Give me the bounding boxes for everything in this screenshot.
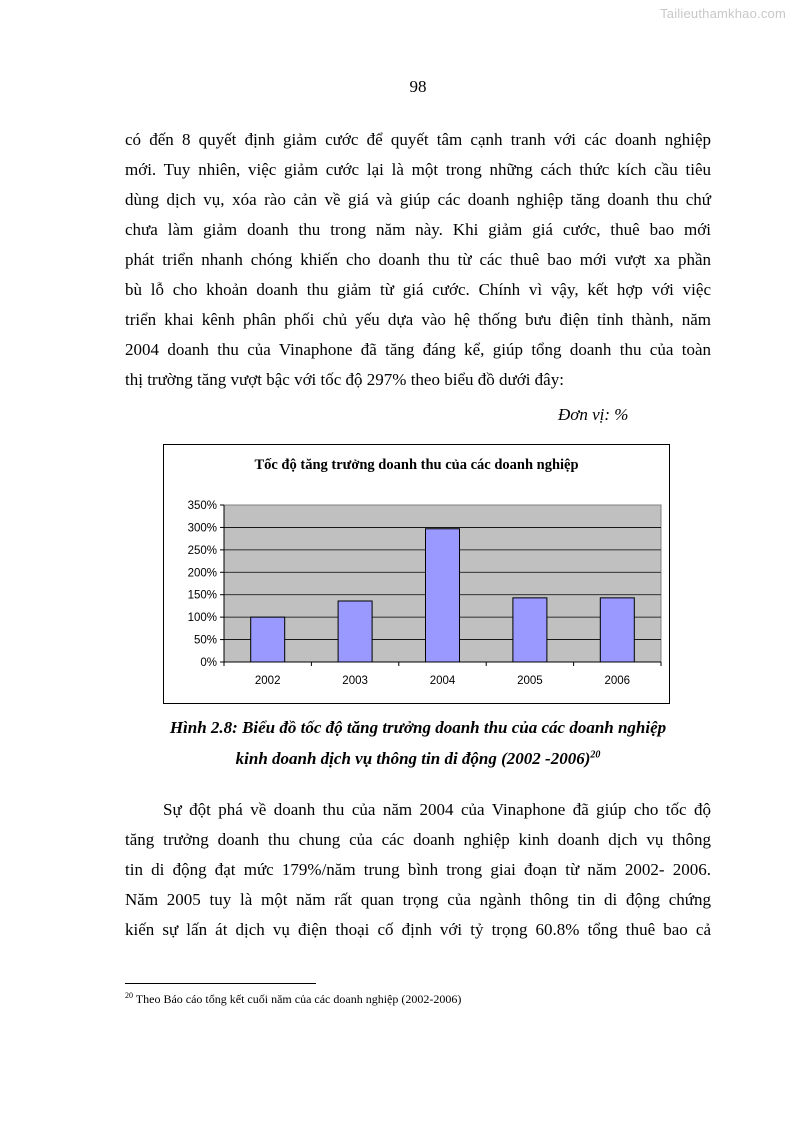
- bar-2003: [338, 601, 372, 662]
- paragraph-line: tin di động đạt mức 179%/năm trung bình trong giai đoạn từ năm 2002- 2006.: [125, 860, 711, 879]
- unit-label: Đơn vị: %: [558, 405, 629, 424]
- y-tick-label: 300%: [187, 522, 217, 535]
- bar-2005: [513, 598, 547, 662]
- bar-2004: [426, 529, 460, 662]
- chart-svg: [164, 445, 669, 703]
- bar-2006: [600, 598, 634, 662]
- footnote-divider: [125, 983, 316, 984]
- footnote-reference: 20: [590, 749, 601, 761]
- paragraph-line: triển khai kênh phân phối chủ yếu dựa vào hệ thống bưu điện tỉnh thành, năm: [125, 310, 711, 329]
- y-tick-label: 0%: [200, 657, 217, 669]
- y-tick-label: 150%: [187, 589, 217, 602]
- footnote: [125, 991, 461, 1007]
- figure-caption-line-2: [0, 749, 794, 769]
- bar-2002: [251, 617, 285, 662]
- y-tick-label: 350%: [187, 500, 217, 512]
- paragraph-line: 2004 doanh thu của Vinaphone đã tăng đáng kể, giúp tổng doanh thu của toàn: [125, 340, 711, 359]
- x-tick-label: 2004: [429, 675, 456, 687]
- paragraph-line: Sự đột phá về doanh thu của năm 2004 của Vinaphone đã giúp cho tốc độ: [163, 800, 711, 819]
- chart: [163, 444, 670, 704]
- paragraph-line: tăng trưởng doanh thu chung của các doanh nghiệp kinh doanh dịch vụ thông: [125, 830, 711, 849]
- paragraph-1: [125, 125, 711, 395]
- paragraph-line: thị trường tăng vượt bậc với tốc độ 297% theo biểu đồ dưới đây:: [125, 370, 564, 389]
- x-axis: [224, 662, 661, 687]
- chart-title: Tốc độ tăng trưởng doanh thu của các doanh nghiệp: [254, 457, 579, 473]
- caption-text: kinh doanh dịch vụ thông tin di động (2002 -2006): [235, 749, 591, 768]
- footnote-number: 20: [125, 991, 133, 1000]
- paragraph-line: bù lỗ cho khoản doanh thu giảm từ giá cước. Chính vì vậy, kết hợp với việc: [125, 280, 711, 299]
- paragraph-2: [125, 795, 711, 945]
- paragraph-line: có đến 8 quyết định giảm cước để quyết tâm cạnh tranh với các doanh nghiệp: [125, 130, 711, 149]
- x-tick-label: 2005: [517, 675, 543, 687]
- y-tick-label: 250%: [187, 544, 217, 557]
- paragraph-line: mới. Tuy nhiên, việc giảm cước lại là một trong những cách thức kích cầu tiêu: [125, 160, 711, 179]
- y-tick-label: 100%: [187, 612, 217, 625]
- x-tick-label: 2002: [254, 675, 281, 687]
- x-tick-label: 2006: [604, 675, 631, 687]
- y-axis: [188, 500, 224, 669]
- page-number: 98: [409, 77, 427, 96]
- y-tick-label: 200%: [187, 567, 217, 580]
- paragraph-line: phát triển nhanh chóng khiến cho doanh thu từ các thuê bao mới vượt xa phần: [125, 250, 711, 269]
- paragraph-line: dùng dịch vụ, xóa rào cản về giá và giúp các doanh nghiệp tăng doanh thu chứ: [125, 190, 711, 209]
- footnote-text: Theo Báo cáo tổng kết cuối năm của các doanh nghiệp (2002-2006): [133, 992, 462, 1006]
- figure-caption-line-1: Hình 2.8: Biểu đồ tốc độ tăng trưởng doanh thu của các doanh nghiệp: [169, 718, 667, 737]
- paragraph-line: kiến sự lấn át dịch vụ điện thoại cố định với tỷ trọng 60.8% tổng thuê bao cả: [125, 920, 711, 939]
- x-tick-label: 2003: [342, 675, 368, 687]
- paragraph-line: Năm 2005 tuy là một năm rất quan trọng của ngành thông tin di động chứng: [125, 890, 711, 909]
- paragraph-line: chưa làm giảm doanh thu trong năm này. Khi giảm giá cước, thuê bao mới: [125, 220, 711, 239]
- y-tick-label: 50%: [193, 634, 217, 647]
- watermark: Tailieuthamkhao.com: [660, 6, 786, 21]
